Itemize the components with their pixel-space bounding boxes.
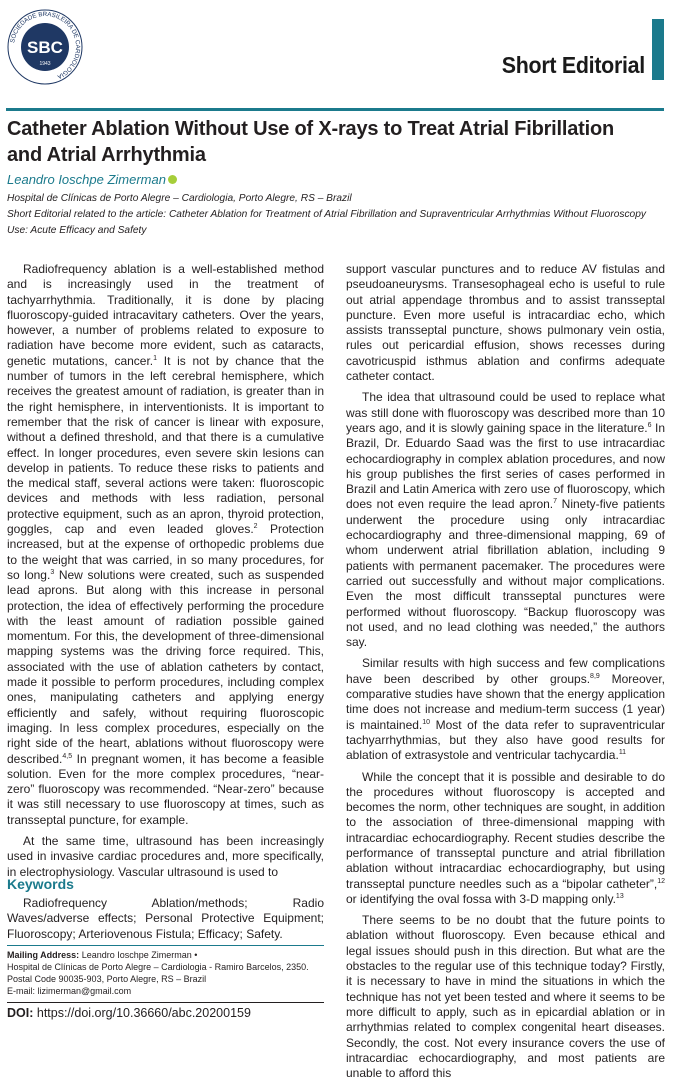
mailing-divider	[7, 945, 324, 946]
doi: DOI: https://doi.org/10.36660/abc.20200159	[7, 1006, 251, 1020]
sbc-logo	[6, 8, 84, 86]
reference-marker[interactable]: 4,5	[62, 752, 73, 760]
paragraph: Radiofrequency ablation is a well-established method and is increasingly used in the treatment of tachyarrhythmia. Traditionally, it is done by placing fluoroscopy-guided intracavitary catheters. Over the years, however, a number of problems related to exposure to radiation have become more evident, such as cataracts, genetic mutations, cancer.$^1$ It is not by chance that the number of tumors in the left cerebral hemisphere, which receives the greatest amount of radiation, is greater than in the right hemisphere, in interventionists. It is important to remember that the risk of cancer is linear with exposure, without a defined threshold, and that there is a cumulative effect. In longer procedures, even severe skin lesions can develop in patients. To reduce these risks to patients and the medical staff, several actions were taken: fluoroscopic devices and methods with less radiation, personal protective equipment, such as an apron, thyroid protection, goggles, cap and even leaded gloves.$^2$ Protection increased, but at the expense of orthopedic problems due to the weight that was carried, in so many procedures, for so long.$^3$ New solutions were created, such as suspended lead aprons. But along with this increase in personal protection, the idea of effectively performing the procedure with the least amount of radiation possible gained momentum. For this, the development of three-dimensional mapping systems was the driving force required. This, associated with the use of ablation catheters by contact, made it possible to perform procedures, including complex ones, manipulating catheters and applying energy efficiently and safely, without requiring fluoroscopic imaging. In less complex procedures, especially on the right side of the heart, ablations without fluoroscopy were described.$^{4,5}$ In pregnant women, it has become a feasible solution. Even for the more complex procedures, “near-zero” fluoroscopy was recommended. “Near-zero” because it was still necessary to use fluoroscopy at times, such as transseptal puncture, for example.	[7, 262, 324, 827]
reference-marker[interactable]: 10	[422, 718, 431, 726]
author-name[interactable]: Leandro Ioschpe Zimerman	[7, 172, 166, 187]
reference-marker[interactable]: 6	[647, 421, 652, 429]
affiliation-block	[7, 191, 647, 239]
doi-divider	[7, 1002, 324, 1003]
email[interactable]: E-mail: lizimerman@gmail.com	[7, 986, 132, 996]
keywords-text: Radiofrequency Ablation/methods; Radio Waves/adverse effects; Personal Protective Equipment; Fluoroscopy; Arteriovenous Fistula; Efficacy; Safety.	[7, 896, 324, 941]
section-label: Short Editorial	[501, 52, 645, 78]
paragraph: The idea that ultrasound could be used to replace what was still done with fluoroscopy was described more than 10 years ago, and it is slowly gaining space in the literature.$^6$ In Brazil, Dr. Eduardo Saad was the first to use intracardiac echocardiography in complex ablation procedures, and now his group publishes the first series of cases performed in Brazil and Latin America with zero use of fluoroscopy, which does not even require the lead apron.$^7$ Ninety-five patients underwent the procedure using only intracardiac echocardiography and three-dimensional mapping, 69 of whom underwent atrial fibrillation ablation, including 9 patients with permanent pacemaker. The procedures were carried out successfully and without major complications. Even the most difficult transseptal punctures were performed without fluoroscopy. “Backup fluoroscopy was not used, and no lead clothing was needed,” the authors say.	[346, 390, 666, 650]
reference-marker[interactable]: 8,9	[590, 672, 600, 680]
article-title: Catheter Ablation Without Use of X-rays to Treat Atrial Fibrillation and Atrial Arrhythmia	[7, 118, 615, 166]
paragraph: There seems to be no doubt that the future points to ablation without fluoroscopy. Even because ethical and legal issues should push in this direction. But what are the obstacles to the regular use of this technique today? Firstly, it is necessary to have in mind the situations in which the technique has not yet been tested and where it seems to be more difficult to apply, such as in epicardial ablation or in arrhythmias related to complex congenital heart diseases. Secondly, the cost. Not every insurance covers the use of intracardiac echocardiography, and most patients are unable to afford this	[346, 913, 665, 1081]
accent-bar	[652, 19, 664, 80]
paragraph: At the same time, ultrasound has been increasingly used in invasive cardiac procedures and, more specifically, in electrophysiology. Vascular ultrasound is used to	[7, 833, 324, 879]
paragraph: support vascular punctures and to reduce AV fistulas and pseudoaneurysms. Transesophageal echo is useful to rule out atrial appendage thrombus and to assist transseptal puncture. Even more useful is intracardiac echo, which assists transseptal puncture, shows pulmonary vein ostia, rules out pericardial effusion, shows recesses during cavotricuspid isthmus ablation and confirms adequate catheter contact.	[346, 262, 665, 384]
orcid-icon[interactable]	[168, 175, 177, 184]
paragraph: While the concept that it is possible and desirable to do the procedures without fluoroscopy is accepted and becomes the norm, other techniques are sought, in addition to the association of three-dimensional mapping with intracardiac echocardiography. Recent studies describe the performance of transseptal puncture and atrial fibrillation ablation without intracardiac echocardiography, but using transseptal puncture needles such as a “bipolar catheter”,$^{12}$ or identifying the oval fossa with 3-D mapping only.$^{13}$	[346, 769, 665, 906]
doi-link[interactable]: https://doi.org/10.36660/abc.20200159	[33, 1006, 251, 1020]
reference-marker[interactable]: 11	[618, 749, 627, 757]
keywords-heading: Keywords	[7, 876, 74, 892]
reference-marker[interactable]: 1	[153, 354, 158, 362]
affiliation: Hospital de Clínicas de Porto Alegre – Cardiologia, Porto Alegre, RS – Brazil	[7, 193, 352, 204]
right-column	[346, 262, 665, 1087]
reference-marker[interactable]: 3	[50, 568, 55, 576]
reference-marker[interactable]: 2	[253, 523, 258, 531]
author-line	[7, 172, 177, 187]
logo-text: SBC	[27, 38, 63, 57]
reference-marker[interactable]: 12	[657, 877, 665, 885]
mailing-address: Mailing Address: Leandro Ioschpe Zimerman • Hospital de Clínicas de Porto Alegre – Cardiologia - Ramiro Barcelos, 2350. Postal Code 90035-903, Porto Alegre, RS – Brazil E-mail: lizimerman@gmail.com	[7, 949, 324, 997]
logo-year: 1943	[39, 61, 51, 67]
reference-marker[interactable]: 13	[615, 892, 624, 900]
paragraph: Similar results with high success and few complications have been described by other groups.$^{8,9}$ Moreover, comparative studies have shown that the energy application time does not increase and medium-term success (1 year) is maintained.$^{10}$ Most of the data refer to supraventricular tachyarrhythmias, but they also have good results for ablation of extrasystole and ventricular tachycardia.$^{11}$	[346, 656, 665, 763]
related-article: Short Editorial related to the article: Catheter Ablation for Treatment of Atrial Fibrillation and Supraventricular Arrhythmias Without Fluoroscopy Use: Acute Efficacy and Safety	[7, 209, 646, 236]
logo-ring-text: SOCIEDADE BRASILEIRA DE CARDIOLOGIA	[9, 10, 82, 81]
header-divider	[6, 108, 664, 111]
reference-marker[interactable]: 7	[553, 498, 558, 506]
left-column	[7, 262, 324, 886]
